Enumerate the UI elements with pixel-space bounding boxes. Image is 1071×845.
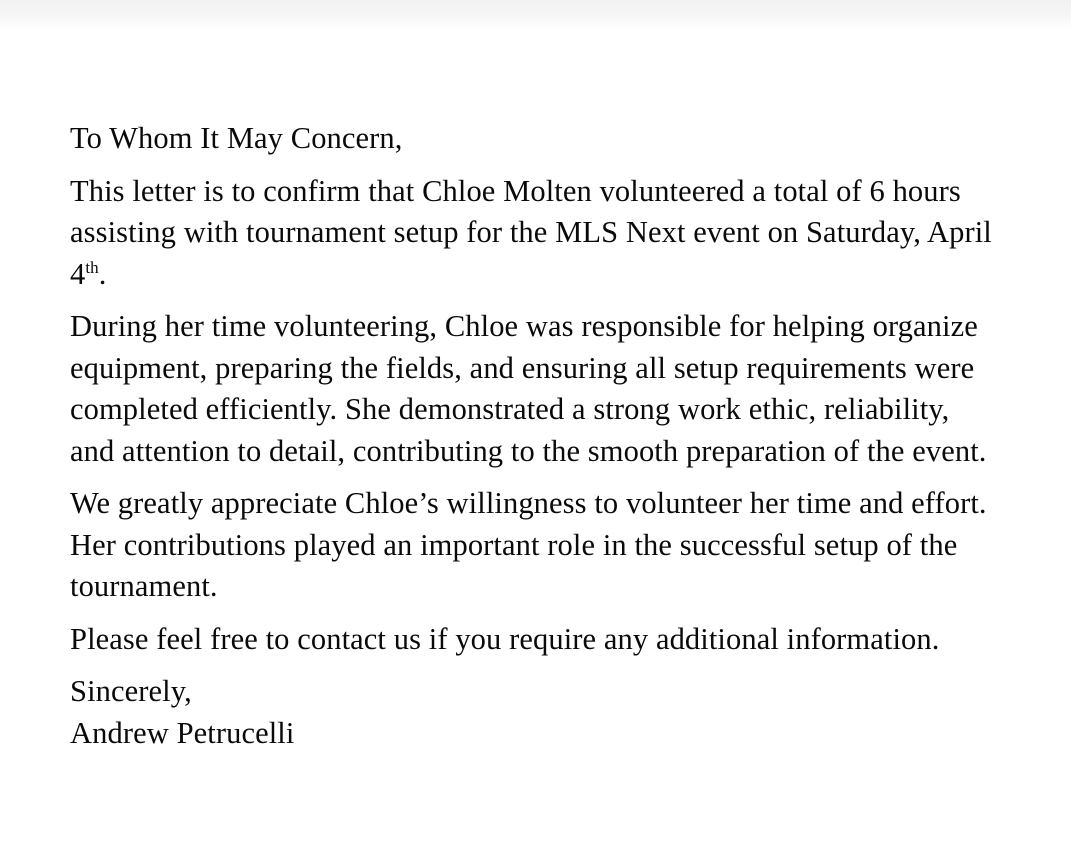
signature-name: Andrew Petrucelli [70, 715, 295, 750]
confirmation-text-after-ordinal: . [98, 256, 107, 291]
paragraph-appreciation: We greatly appreciate Chloe’s willingness to volunteer her time and effort. Her contributions played an important role in the successful setup of the tournament. [70, 486, 987, 603]
closing-line: Sincerely, [70, 674, 192, 708]
paragraph-responsibilities: During her time volunteering, Chloe was responsible for helping organize equipment, preparing the fields, and ensuring all setup requirements were completed efficiently. She demonstrated a strong work ethic, reliability, and attention to detail, contributing to the smooth preparation of the event. [70, 309, 987, 468]
confirmation-text-before-ordinal: This letter is to confirm that Chloe Molten volunteered a total of 6 hours assisting with tournament setup for the MLS Next event on Saturday, April 4 [70, 173, 992, 291]
letter-body [70, 118, 996, 754]
ordinal-suffix: th [85, 257, 99, 277]
paragraph-confirmation [70, 171, 996, 296]
signature-block [70, 671, 996, 754]
page-top-band [0, 0, 1071, 30]
salutation: To Whom It May Concern, [70, 121, 403, 155]
paragraph-contact: Please feel free to contact us if you require any additional information. [70, 621, 940, 656]
